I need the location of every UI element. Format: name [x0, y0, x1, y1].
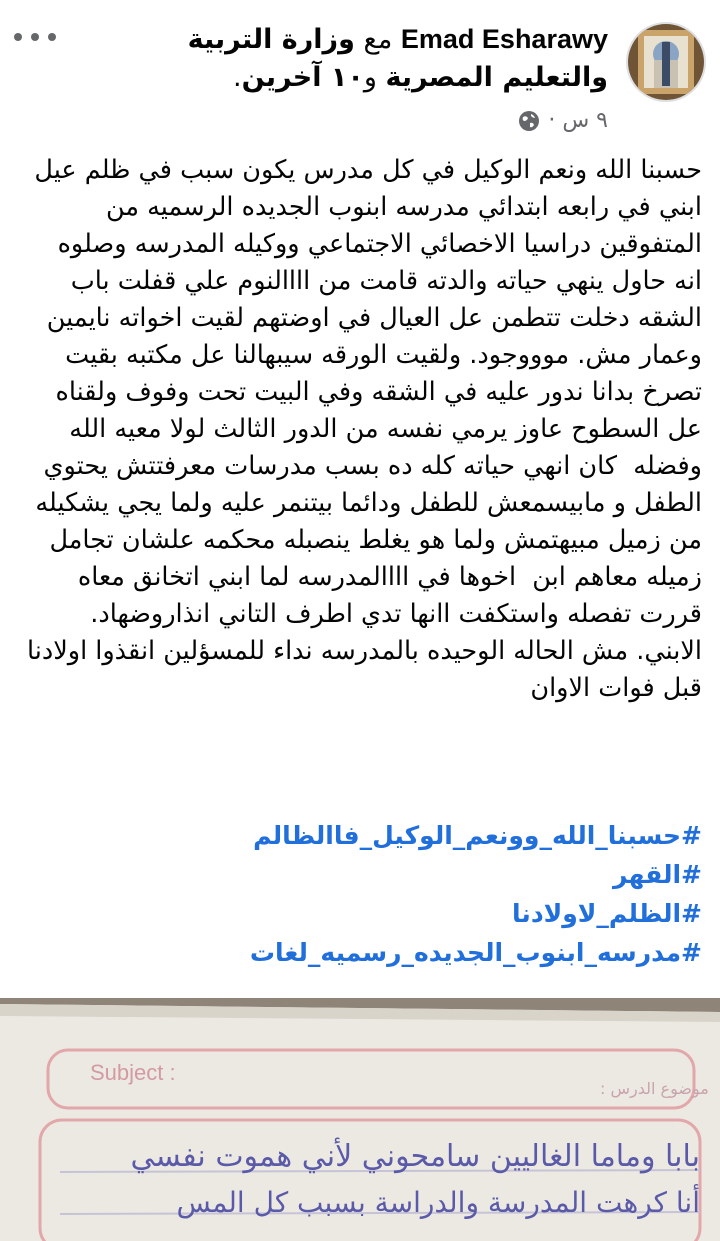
others-count[interactable]: ١٠ آخرين: [241, 62, 364, 93]
post-body-text: حسبنا الله ونعم الوكيل في كل مدرس يكون سبب في ظلم عيل ابني في رابعه ابتدائي مدرسه ابنوب الجديده الرسميه من المتفوقين دراسيا الاخصائي الاجتماعي ووكيله المدرسه وصلوه انه حاول ينهي حياته والدته قامت من اااالنوم علي قفلت باب الشقه دخلت تتطمن عل العيال في اوضتهم لقيت اخواته نايمين وعمار مش. موووجود. ولقيت الورقه سيبهالنا عل مكتبه بقيت تصرخ بدانا ندور عليه في الشقه وفي البيت تحت وفوف ولقناه عل السطوح عاوز يرمي نفسه من الدور الثالث لولا معيه الله وفضله كان انهي حياته كله ده بسب مدرسات معرفتتش يحتوي الطفل و مابيسمعش للطفل ودائما بيتنمر عليه ولما يجي يشكيله من زميل مبيهتمش ولما هو يغلط ينصبله محكمه علشان تجامل زميله معاهم ابن اخوها في اااالمدرسه لما ابني اتخانق معاه قررت تفصله واستكفت اانها تدي اطرف التاني انذاروضهاد. الابني. مش الحاله الوحيده بالمدرسه نداء للمسؤلين انقذوا اولادنا قبل فوات الاوان: [18, 155, 702, 703]
hashtag-link[interactable]: #مدرسه_ابنوب_الجديده_رسميه_لغات: [249, 938, 702, 967]
arabic-subject-label: موضوع الدرس :: [600, 1079, 709, 1098]
subject-label: Subject :: [90, 1060, 176, 1085]
with-word: مع: [363, 24, 393, 55]
handwriting-line-1: بابا وماما الغاليين سامحوني لأني هموت نفسي: [130, 1139, 700, 1174]
handwriting-line-2: أنا كرهت المدرسة والدراسة بسبب كل المس: [176, 1186, 700, 1219]
trailing-dot: .: [232, 62, 242, 93]
hashtag-list: [22, 816, 702, 972]
author-avatar[interactable]: [626, 22, 706, 102]
post-timestamp[interactable]: ٩ س ·: [548, 108, 608, 133]
hashtag-link[interactable]: #الظلم_لاولادنا: [512, 899, 702, 928]
hashtag-link[interactable]: #حسبنا_الله_وونعم_الوكيل_فاالظالم: [253, 821, 702, 850]
more-dots-icon: [14, 33, 22, 41]
post-header: [0, 0, 720, 150]
post-meta: [518, 108, 608, 133]
more-options-button[interactable]: [14, 22, 56, 52]
post-author-line: [88, 20, 608, 97]
and-word: و: [363, 62, 377, 93]
post-photo[interactable]: [0, 998, 720, 1241]
author-name[interactable]: Emad Esharawy: [400, 24, 608, 54]
tagged-page[interactable]: وزارة التربية والتعليم المصرية: [187, 24, 608, 93]
hashtag-link[interactable]: #القهر: [613, 860, 702, 889]
globe-icon: [518, 110, 540, 132]
